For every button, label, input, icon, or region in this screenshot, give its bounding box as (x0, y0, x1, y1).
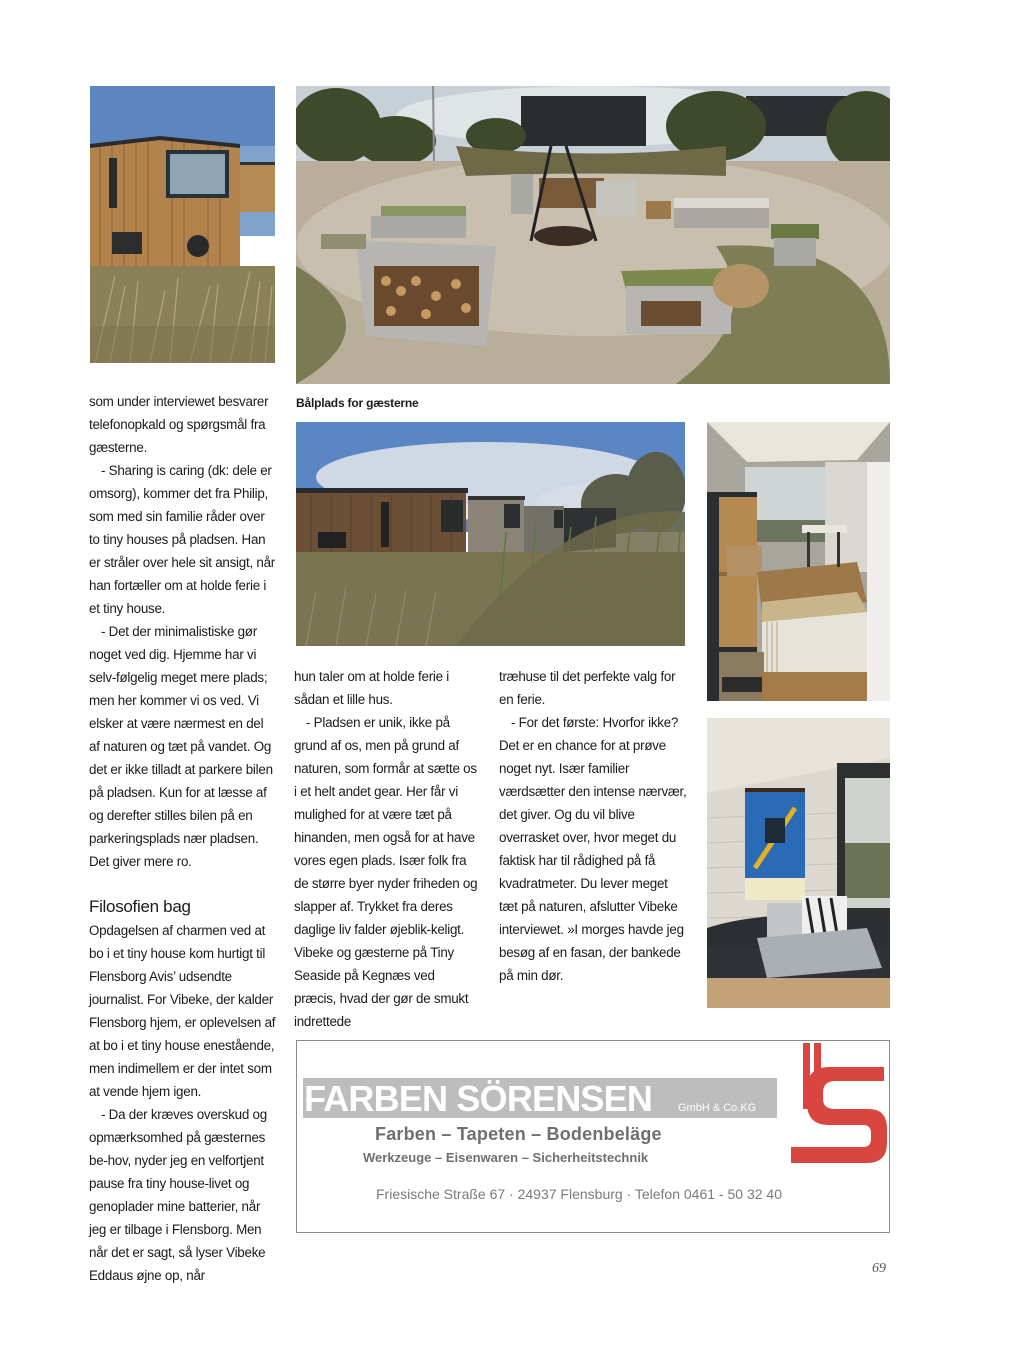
advertisement (296, 1040, 890, 1233)
sofa-room-photo (707, 718, 890, 1008)
article-column-3 (499, 665, 689, 987)
article-column-2 (294, 665, 480, 1033)
ad-products-line-2: Werkzeuge – Eisenwaren – Sicherheitstechnik (363, 1150, 649, 1165)
ad-products-line: Farben – Tapeten – Bodenbeläge (375, 1124, 662, 1144)
wooden-cabin-photo (90, 86, 275, 363)
paragraph: - Sharing is caring (dk: dele er omsorg), kommer det fra Philip, som med sin familie råder over to tiny houses på pladsen. Han er stråler over hele sit ansigt, når han fortæller om at holde ferie i et tiny house. (89, 463, 275, 616)
paragraph: som under interviewet besvarer telefonopkald og spørgsmål fra gæsterne. (89, 394, 269, 455)
article-column-1 (89, 390, 277, 1287)
photo-caption: Bålplads for gæsterne (296, 396, 419, 410)
ad-address: Friesische Straße 67 · 24937 Flensburg · Telefon 0461 - 50 32 40 (376, 1186, 782, 1202)
section-heading: Filosofien bag (89, 897, 191, 916)
paragraph: - Pladsen er unik, ikke på grund af os, men på grund af naturen, som formår at sætte os i et helt andet gear. Her får vi mulighed for at være tæt på hinanden, men også for at have vores egen plads. Især folk fra de større byer nyder friheden og slapper af. Trykket fra deres daglige liv falder øjeblik-keligt. (294, 715, 478, 937)
cabins-row-photo (296, 422, 685, 646)
interior-photo (707, 422, 890, 701)
paragraph: - For det første: Hvorfor ikke? Det er en chance for at prøve noget nyt. Især familier værdsætter den intense nærvær, det giver. Og du vil blive overrasket over, hvor meget du faktisk har til rådighed på få kvadratmeter. Du lever meget tæt på naturen, afslutter Vibeke interviewet. »I morges havde jeg besøg af en fasan, der bankede på min dør. (499, 715, 687, 983)
paragraph: - Det der minimalistiske gør noget ved dig. Hjemme har vi selv-følgelig meget mere plads; men her kommer vi os ved. Vi elsker at være nærmest en del af naturen og tæt på vandet. Og det er ikke tilladt at parkere bilen på pladsen. Kun for at læsse af og derefter stilles bilen på en parkeringsplads nær pladsen. Det giver mere ro. (89, 624, 273, 869)
page-number: 69 (872, 1261, 886, 1276)
fire-pit-photo (296, 86, 890, 384)
paragraph: hun taler om at holde ferie i sådan et lille hus. (294, 669, 450, 707)
ad-company-name: FARBEN SÖRENSEN (304, 1078, 653, 1119)
ad-legal-form: GmbH & Co.KG (678, 1102, 757, 1114)
paragraph: Opdagelsen af charmen ved at bo i et tiny house kom hurtigt til Flensborg Avis’ udsendte journalist. For Vibeke, der kalder Flensborg hjem, er oplevelsen af at bo i et tiny house enestående, men indimellem er der intet som at vende hjem igen. (89, 923, 276, 1099)
ad-logo (783, 1043, 889, 1165)
paragraph: - Da der kræves overskud og opmærksomhed på gæsternes be-hov, nyder jeg en velfortjent pause fra tiny house-livet og genoplader mine batterier, når jeg er tilbage i Flensborg. Men når det er sagt, så lyser Vibeke Eddaus øjne op, når (89, 1107, 267, 1283)
paragraph: træhuse til det perfekte valg for en ferie. (499, 669, 676, 707)
paragraph: Vibeke og gæsterne på Tiny Seaside på Kegnæs ved præcis, hvad der gør de smukt indrettede (294, 945, 469, 1029)
